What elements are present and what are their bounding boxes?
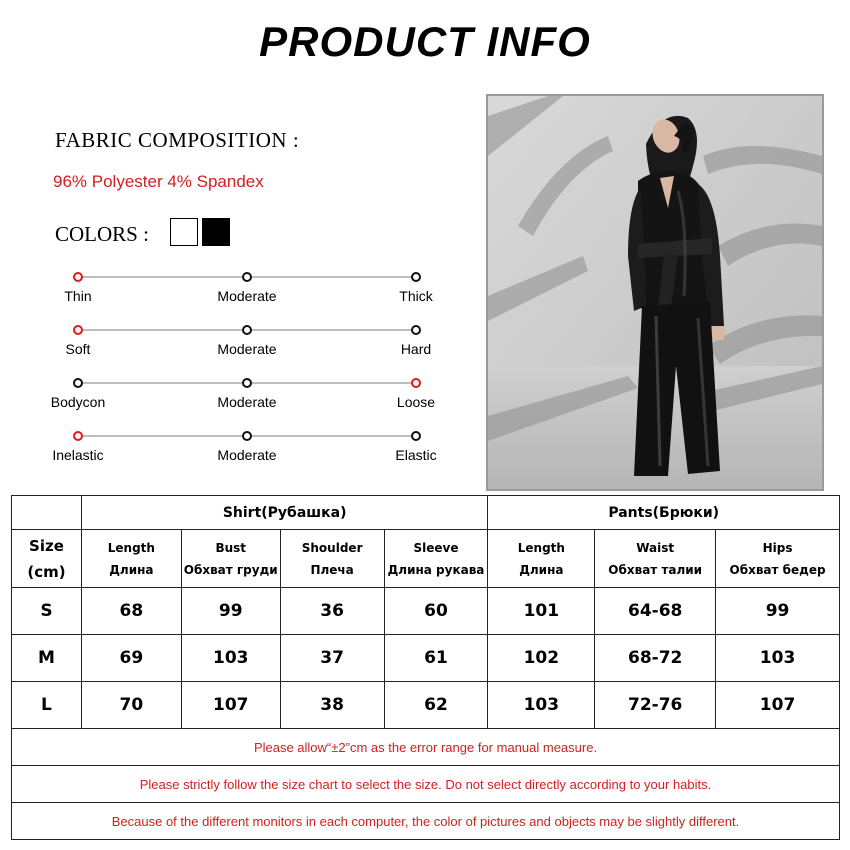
note-row: [12, 766, 840, 803]
scale-label-moderate: Moderate: [217, 447, 277, 463]
table-group-header-row: [12, 496, 840, 530]
corner-cell: [12, 496, 82, 530]
scale-label-loose: Loose: [396, 394, 436, 410]
note-row: [12, 803, 840, 840]
color-disclaimer-note: Because of the different monitors in each computer, the color of pictures and objects may be slightly different.: [12, 803, 840, 840]
colors-label: COLORS :: [55, 222, 149, 246]
scale-label-moderate: Moderate: [217, 341, 277, 357]
scale-label-soft: Soft: [65, 341, 91, 357]
column-header: Length Длина: [81, 530, 181, 588]
scale-dot: [242, 431, 252, 441]
scale-dot: [242, 325, 252, 335]
thickness-scale: [50, 272, 450, 312]
scale-dot: [242, 378, 252, 388]
note-row: [12, 729, 840, 766]
table-cell: 68-72: [595, 635, 716, 682]
table-cell: 103: [488, 682, 595, 729]
table-cell: 68: [81, 588, 181, 635]
table-cell: 38: [280, 682, 384, 729]
scale-label-moderate: Moderate: [217, 394, 277, 410]
shirt-group-header: Shirt(Рубашка): [81, 496, 488, 530]
scale-dot-selected: [73, 431, 83, 441]
scale-dot-selected: [73, 272, 83, 282]
table-cell: 102: [488, 635, 595, 682]
size-header-label: Size: [29, 536, 64, 555]
scale-dot: [73, 378, 83, 388]
elasticity-scale: [50, 431, 450, 471]
scale-dot: [411, 272, 421, 282]
size-cell: S: [12, 588, 82, 635]
scale-dot-selected: [411, 378, 421, 388]
table-row: [12, 588, 840, 635]
table-cell: 70: [81, 682, 181, 729]
scale-dot-selected: [73, 325, 83, 335]
table-cell: 103: [716, 635, 840, 682]
product-photo: [486, 94, 824, 491]
column-header: Length Длина: [488, 530, 595, 588]
table-cell: 61: [384, 635, 488, 682]
scale-label-inelastic: Inelastic: [52, 447, 104, 463]
table-cell: 99: [181, 588, 280, 635]
scale-dot: [411, 325, 421, 335]
size-header-unit: (cm): [27, 562, 66, 581]
scale-label-thin: Thin: [64, 288, 92, 304]
table-cell: 107: [181, 682, 280, 729]
table-cell: 60: [384, 588, 488, 635]
scale-label-bodycon: Bodycon: [50, 394, 106, 410]
table-cell: 69: [81, 635, 181, 682]
table-cell: 107: [716, 682, 840, 729]
color-swatch-black[interactable]: [202, 218, 230, 246]
table-cell: 103: [181, 635, 280, 682]
page-title: PRODUCT INFO: [259, 18, 591, 65]
fabric-composition-label: FABRIC COMPOSITION :: [55, 128, 300, 152]
column-header: Shoulder Плеча: [280, 530, 384, 588]
model-illustration: [488, 96, 822, 489]
table-cell: 37: [280, 635, 384, 682]
column-header: Hips Обхват бедер: [716, 530, 840, 588]
softness-scale: [50, 325, 450, 365]
scale-dot: [242, 272, 252, 282]
size-chart-table: [11, 495, 840, 840]
table-row: [12, 682, 840, 729]
table-column-header-row: [12, 530, 840, 588]
column-header: Sleeve Длина рукава: [384, 530, 488, 588]
color-swatch-white[interactable]: [170, 218, 198, 246]
size-cell: L: [12, 682, 82, 729]
scale-label-hard: Hard: [400, 341, 432, 357]
table-cell: 36: [280, 588, 384, 635]
table-cell: 64-68: [595, 588, 716, 635]
pants-group-header: Pants(Брюки): [488, 496, 840, 530]
column-header: Bust Обхват груди: [181, 530, 280, 588]
table-row: [12, 635, 840, 682]
scale-label-elastic: Elastic: [395, 447, 437, 463]
size-cell: M: [12, 635, 82, 682]
size-advice-note: Please strictly follow the size chart to select the size. Do not select directly according to your habits.: [12, 766, 840, 803]
fabric-composition-value: 96% Polyester 4% Spandex: [53, 172, 264, 191]
table-cell: 101: [488, 588, 595, 635]
fit-scale: [50, 378, 450, 418]
column-header: Waist Обхват талии: [595, 530, 716, 588]
scale-label-moderate: Moderate: [217, 288, 277, 304]
scale-dot: [411, 431, 421, 441]
scale-label-thick: Thick: [399, 288, 433, 304]
table-cell: 72-76: [595, 682, 716, 729]
measurement-note: Please allow“±2”cm as the error range for manual measure.: [12, 729, 840, 766]
table-cell: 62: [384, 682, 488, 729]
size-header: [12, 530, 82, 588]
table-cell: 99: [716, 588, 840, 635]
